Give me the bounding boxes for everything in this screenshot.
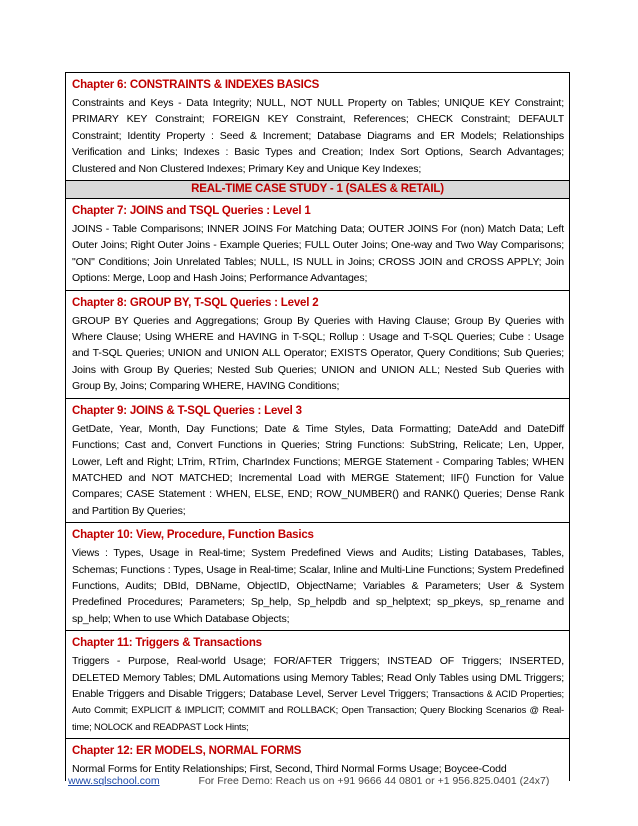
chapter-body-small-text: Transactions & ACID Properties; Auto Commit; EXPLICIT & IMPLICIT; COMMIT and ROLLBACK; Open Transaction; Query Blocking Scenarios @ Real-time; NOLOCK and READPAST Lock Hints; [72,687,565,732]
chapter-body: GetDate, Year, Month, Day Functions; Date & Time Styles, Data Formatting; DateAdd and DateDiff Functions; Cast and, Convert Functions in Queries; String Functions: SubString, Relicate; Len, Upper, Lower, Left and Right; LTrim, RTrim, CharIndex Functions; MERGE Statement - Comparing Tables; WHEN MATCHED and NOT MATCHED; Incremental Load with MERGE Statement; IIF() Function for Value Compares; CASE Statement : WHEN, ELSE, END; ROW_NUMBER() and RANK() Queries; Dense Rank and Partition By Queries; [72,422,564,517]
case-study-banner: REAL-TIME CASE STUDY - 1 (SALES & RETAIL) [66,181,569,199]
chapter-title: Chapter 12: ER MODELS, NORMAL FORMS [72,745,302,758]
chapter-8-section [66,291,569,399]
chapter-body-text: Triggers - Purpose, Real-world Usage; FOR/AFTER Triggers; INSTEAD OF Triggers; INSERTED, DELETED Memory Tables; DML Automations using Memory Tables; Read Only Tables using DML Triggers; Enable Triggers and Disable Triggers; Database Level, Server Level Triggers; [72,655,564,700]
chapter-body: Views : Types, Usage in Real-time; System Predefined Views and Audits; Listing Databases, Tables, Schemas; Functions : Types, Usage in Real-time; Scalar, Inline and Multi-Line Functions; System Predefined Functions, Audits; DBId, DBName, ObjectID, ObjectName; Variables & Parameters; User & System Predefined Procedures; Parameters; Sp_help, Sp_helpdb and sp_helptext; sp_pkeys, sp_rename and sp_help; When to use Which Database Objects; [72,547,564,625]
chapter-title: Chapter 9: JOINS & T-SQL Queries : Level 3 [72,404,302,417]
chapter-body: GROUP BY Queries and Aggregations; Group By Queries with Having Clause; Group By Queries with Where Clause; Using WHERE and HAVING in T-SQL; Rollup : Usage and T-SQL Queries; Cube : Usage and T-SQL Queries; UNION and UNION ALL Operator; EXISTS Operator, Query Conditions; Sub Queries; Joins with Group By Queries; Nested Sub Queries; UNION and UNION ALL; Nested Sub Queries with Group By, Joins; Comparing WHERE, HAVING Conditions; [72,314,564,393]
website-link[interactable]: www.sqlschool.com [68,775,160,787]
chapter-10-section [66,523,569,631]
chapter-title: Chapter 7: JOINS and TSQL Queries : Level 1 [72,205,311,218]
chapter-body: Constraints and Keys - Data Integrity; NULL, NOT NULL Property on Tables; UNIQUE KEY Constraint; PRIMARY KEY Constraint; FOREIGN KEY Constraint, References; CHECK Constraint; DEFAULT Constraint; Identity Property : Seed & Increment; Database Diagrams and ER Models; Relationships Verification and Links; Indexes : Basic Types and Creation; Index Sort Options, Search Advantages; Clustered and Non Clustered Indexes; Primary Key and Unique Key Indexes; [72,97,564,175]
chapter-title: Chapter 6: CONSTRAINTS & INDEXES BASICS [72,79,320,91]
syllabus-table [65,72,570,781]
chapter-body [72,653,564,735]
chapter-11-section [66,631,569,739]
demo-contact-text: For Free Demo: Reach us on +91 9666 44 0801 or +1 956.825.0401 (24x7) [198,775,550,787]
page-footer [68,775,549,787]
chapter-body: Normal Forms for Entity Relationships; First, Second, Third Normal Forms Usage; Boycee-Codd [72,763,507,776]
chapter-body: JOINS - Table Comparisons; INNER JOINS For Matching Data; OUTER JOINS For (non) Match Data; Left Outer Joins; Right Outer Joins - Example Queries; FULL Outer Joins; One-way and Two Way Comparisons; "ON" Conditions; Join Unrelated Tables; NULL, IS NULL in Joins; CROSS JOIN and CROSS APPLY; Join Options: Merge, Loop and Hash Joins; Performance Advantages; [72,223,564,285]
chapter-title: Chapter 10: View, Procedure, Function Basics [72,529,314,542]
chapter-9-section [66,399,569,523]
chapter-title: Chapter 8: GROUP BY, T-SQL Queries : Level 2 [72,296,319,309]
chapter-title: Chapter 11: Triggers & Transactions [72,637,262,650]
chapter-6-section [66,73,569,181]
chapter-7-section [66,199,569,291]
